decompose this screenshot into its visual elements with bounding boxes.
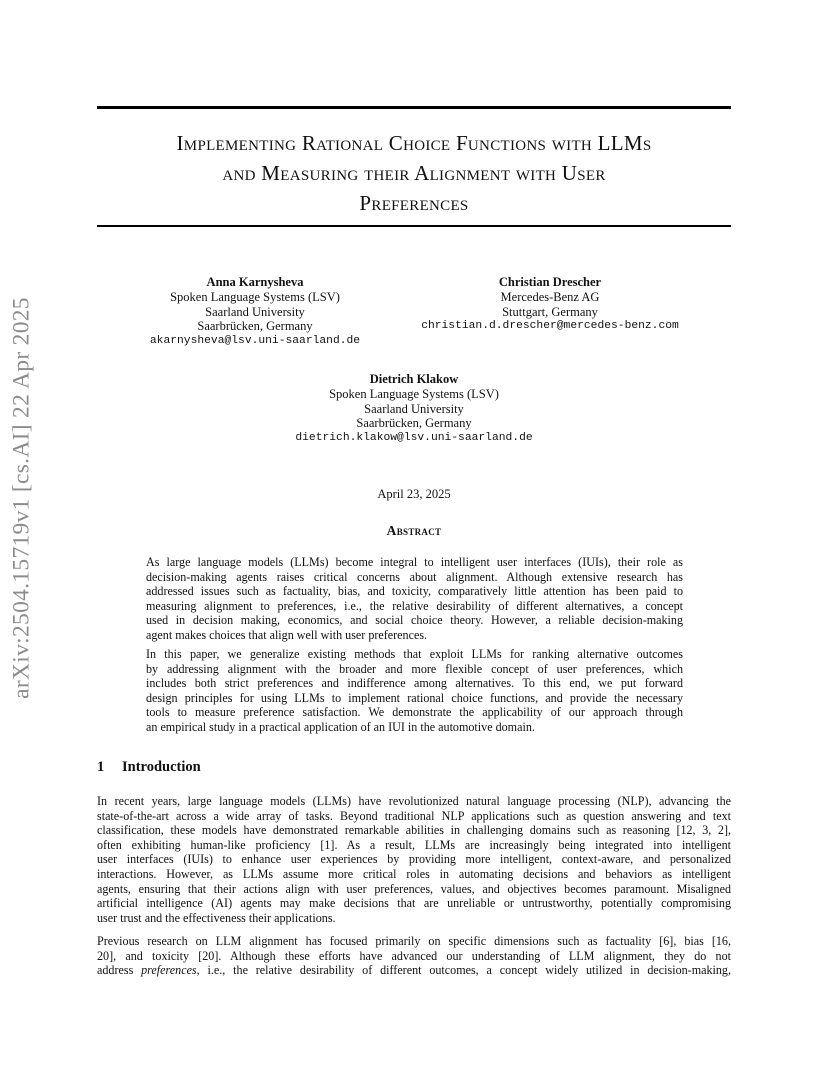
author-block	[130, 275, 380, 349]
text-line: an empirical study in a practical application of an IUI in the automotive domain.	[146, 719, 535, 734]
section-title: Introduction	[122, 759, 201, 775]
author-email: christian.d.drescher@mercedes-benz.com	[421, 320, 679, 333]
body-paragraph	[97, 794, 731, 925]
author-affiliation: Stuttgart, Germany	[502, 304, 598, 319]
author-email: akarnysheva@lsv.uni-saarland.de	[149, 335, 361, 348]
author-name: Anna Karnysheva	[206, 275, 304, 289]
body-paragraph	[97, 934, 731, 978]
author-affiliation: Spoken Language Systems (LSV)	[329, 386, 499, 401]
author-affiliation: Saarland University	[205, 304, 305, 319]
text-line: classification, these models have demonstrated remarkable abilities in challenging domains such as reasoning [12, 3, 2],	[97, 823, 731, 838]
text-line: addressed issues such as factuality, bias, and toxicity, comparatively little attention has been paid to	[146, 584, 683, 599]
author-affiliation: Mercedes-Benz AG	[500, 289, 600, 304]
text-line: design principles for using LLMs to implement rational choice functions, and provide the necessary	[146, 690, 683, 705]
title-top-rule	[97, 106, 731, 109]
text-line: As large language models (LLMs) become integral to intelligent user interfaces (IUIs), their role as	[146, 555, 683, 569]
author-name: Dietrich Klakow	[369, 372, 459, 386]
arxiv-identifier	[2, 264, 42, 732]
text-fragment: address	[97, 963, 142, 978]
arxiv-identifier-text: arXiv:2504.15719v1 [cs.AI] 22 Apr 2025	[8, 297, 35, 699]
text-line: decision-making agents raises critical concerns about alignment. Although extensive research has	[146, 569, 683, 584]
text-line: measuring alignment to preferences, i.e., the relative desirability of different alternatives, a concept	[146, 598, 683, 613]
title-bottom-rule	[97, 225, 731, 227]
text-line: state-of-the-art across a wide array of tasks. Beyond traditional NLP applications such as question answering and text	[97, 808, 731, 823]
title-line: and Measuring their Alignment with User	[222, 161, 606, 185]
text-line: Previous research on LLM alignment has focused primarily on specific dimensions such as factuality [6], bias [16,	[97, 934, 731, 948]
text-line: 20], and toxicity [20]. Although these efforts have advanced our understanding of LLM alignment, they do not	[97, 948, 731, 963]
author-email: dietrich.klakow@lsv.uni-saarland.de	[295, 432, 533, 445]
title-line: Implementing Rational Choice Functions with LLMs	[176, 131, 652, 155]
text-line: In this paper, we generalize existing methods that exploit LLMs for ranking alternative outcomes	[146, 647, 683, 661]
text-line: user trust and the effectiveness their applications.	[97, 910, 336, 925]
author-affiliation: Spoken Language Systems (LSV)	[170, 289, 340, 304]
text-line: tools to measure preference satisfaction. We demonstrate the applicability of our approach through	[146, 705, 683, 720]
text-line	[97, 963, 731, 978]
paper-title	[97, 128, 731, 218]
text-fragment: , i.e., the relative desirability of different outcomes, a concept widely utilized in decision-making,	[196, 963, 731, 978]
author-block	[400, 275, 700, 334]
text-line: In recent years, large language models (LLMs) have revolutionized natural language processing (NLP), advancing the	[97, 794, 731, 808]
emphasis-text: preferences	[141, 963, 197, 978]
text-line: artificial intelligence (AI) agents may make decisions that are unreliable or untrustworthy, potentially compromising	[97, 896, 731, 911]
text-line: used in decision making, economics, and social choice theory. However, a reliable decision-making	[146, 613, 683, 628]
author-affiliation: Saarland University	[364, 401, 464, 416]
title-line: Preferences	[359, 191, 469, 215]
author-affiliation: Saarbrücken, Germany	[356, 416, 472, 431]
author-affiliation: Saarbrücken, Germany	[197, 319, 313, 334]
text-line: includes both strict preferences and indifference among alternatives. To this end, we put forward	[146, 676, 683, 691]
section-heading	[97, 759, 201, 776]
text-line: agent makes choices that align well with user preferences.	[146, 627, 428, 642]
text-line: agents, ensuring that their actions align with user preferences, values, and objectives becomes paramount. Misaligned	[97, 881, 731, 896]
abstract-heading: Abstract	[386, 523, 442, 538]
publication-date: April 23, 2025	[377, 487, 451, 501]
text-line: by addressing alignment with the broader and more flexible concept of user preferences, which	[146, 661, 683, 676]
abstract-paragraph	[146, 555, 683, 643]
text-line: user interfaces (IUIs) to enhance user experiences by providing more intelligent, context-aware, and personalized	[97, 852, 731, 867]
abstract-paragraph	[146, 647, 683, 735]
author-name: Christian Drescher	[498, 275, 602, 289]
text-line: often exhibiting human-like proficiency [1]. As a result, LLMs are increasingly being integrated into intelligent	[97, 837, 731, 852]
text-line: interactions. However, as LLMs assume more critical roles in automating decisions and behaviors as intelligent	[97, 866, 731, 881]
section-number: 1	[97, 759, 105, 775]
author-block	[264, 372, 564, 446]
